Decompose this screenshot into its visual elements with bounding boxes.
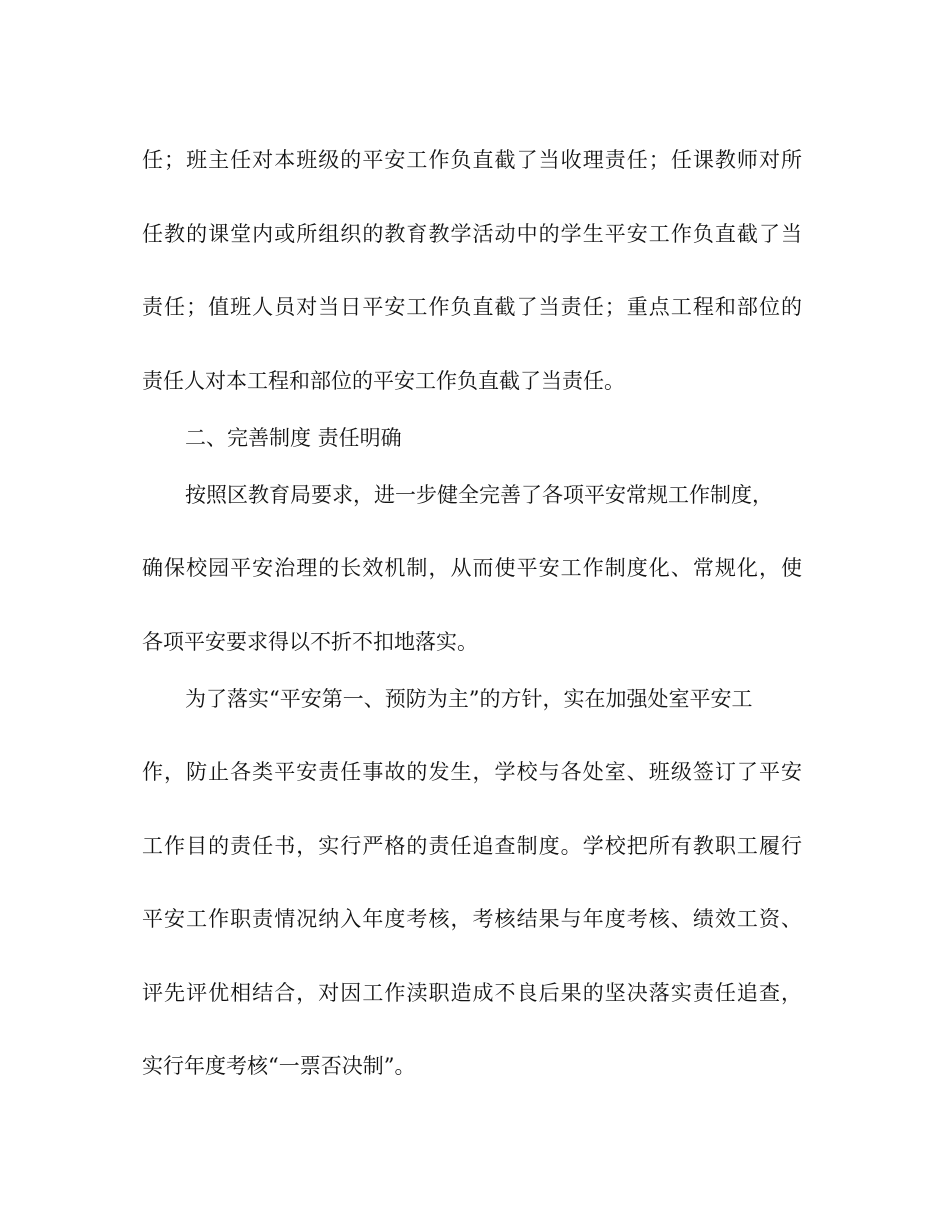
paragraph-line: 作，防止各类平安责任事故的发生，学校与各处室、班级签订了平安 [142, 760, 802, 784]
paragraph-line: 责任人对本工程和部位的平安工作负直截了当责任。 [142, 368, 625, 393]
document-body [142, 139, 802, 1119]
paragraph-line: 各项平安要求得以不折不扣地落实。 [142, 629, 478, 654]
paragraph-line: 评先评优相结合，对因工作渎职造成不良后果的坚决落实责任追查， [142, 980, 802, 1005]
paragraph-line: 确保校园平安治理的长效机制，从而使平安工作制度化、常规化，使 [142, 556, 802, 580]
paragraph-line: 任；班主任对本班级的平安工作负直截了当收理责任；任课教师对所 [142, 148, 802, 172]
paragraph-line: 平安工作职责情况纳入年度考核，考核结果与年度考核、绩效工资、 [142, 907, 802, 931]
paragraph-line: 实行年度考核“一票否决制”。 [142, 1054, 416, 1078]
section-heading: 二、完善制度 责任明确 [185, 425, 402, 450]
paragraph-line: 任教的课堂内或所组织的教育教学活动中的学生平安工作负直截了当 [142, 221, 802, 246]
paragraph-line: 为了落实“平安第一、预防为主”的方针，实在加强处室平安工 [185, 686, 753, 711]
paragraph-line: 责任；值班人员对当日平安工作负直截了当责任；重点工程和部位的 [142, 295, 802, 319]
paragraph-line: 工作目的责任书，实行严格的责任追查制度。学校把所有教职工履行 [142, 833, 802, 858]
paragraph-line: 按照区教育局要求，进一步健全完善了各项平安常规工作制度， [185, 482, 773, 507]
